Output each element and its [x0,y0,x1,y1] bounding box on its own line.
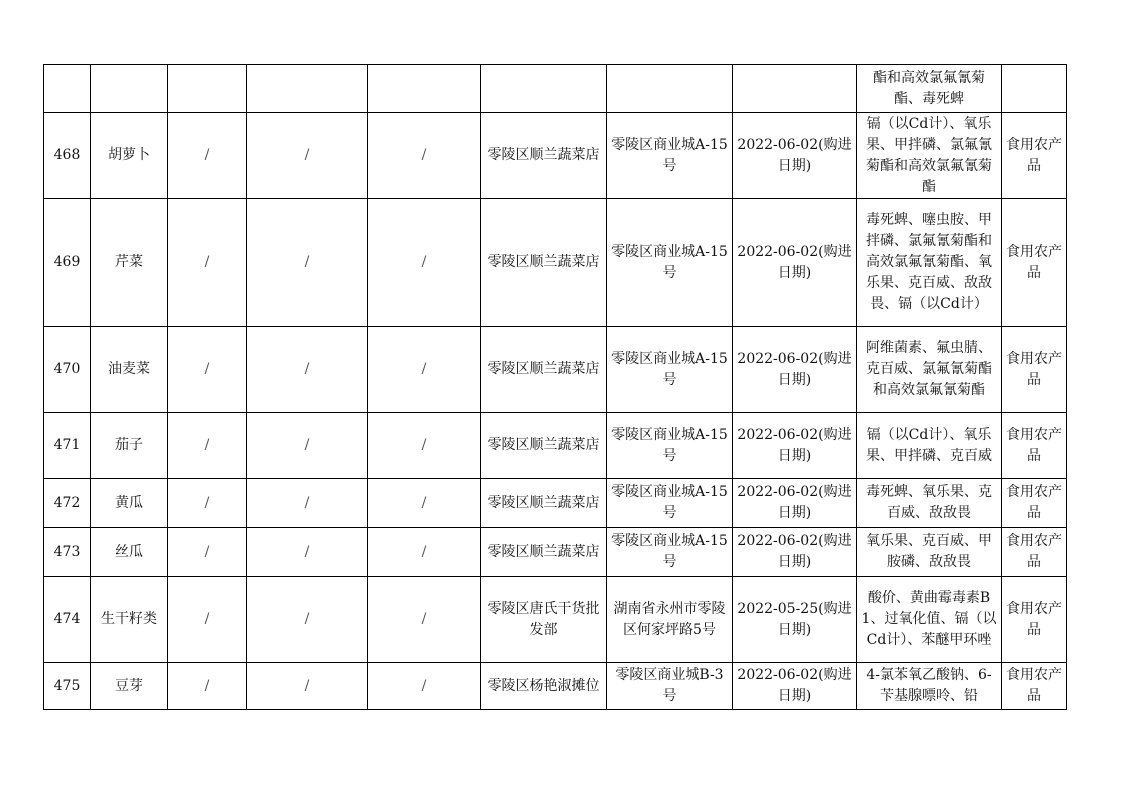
cell-c5: / [368,479,481,528]
cell-c3: / [168,479,247,528]
inspection-table [43,64,1067,710]
cell-c5: / [368,577,481,663]
cell-c5: / [368,413,481,479]
cell-c3: / [168,113,247,199]
cell-items: 镉（以Cd计）、氧乐果、甲拌磷、克百威 [857,413,1002,479]
cell-items: 毒死蜱、噻虫胺、甲拌磷、氯氟氰菊酯和高效氯氟氰菊酯、氧乐果、克百威、敌敌畏、镉（以Cd计） [857,199,1002,327]
cell-category: 食用农产品 [1002,663,1067,710]
cell-items: 氧乐果、克百威、甲胺磷、敌敌畏 [857,528,1002,577]
cell-name: 豆芽 [91,663,168,710]
cell-c4: / [247,113,368,199]
cell-c4: / [247,327,368,413]
cell-date: 2022-06-02(购进日期) [733,479,857,528]
cell-name: 丝瓜 [91,528,168,577]
cell-c4: / [247,663,368,710]
cell-date: 2022-06-02(购进日期) [733,113,857,199]
cell-category: 食用农产品 [1002,327,1067,413]
table-row [44,327,1067,413]
table-row [44,65,1067,113]
cell-c3: / [168,577,247,663]
cell-c3: / [168,199,247,327]
cell-store: 零陵区顺兰蔬菜店 [481,528,607,577]
cell-no: 468 [44,113,91,199]
cell-c4: / [247,413,368,479]
cell-date [733,65,857,113]
cell-c4: / [247,577,368,663]
cell-no: 469 [44,199,91,327]
table-row [44,528,1067,577]
cell-c4: / [247,528,368,577]
cell-category: 食用农产品 [1002,413,1067,479]
cell-c3: / [168,327,247,413]
cell-name: 茄子 [91,413,168,479]
cell-category: 食用农产品 [1002,113,1067,199]
cell-category: 食用农产品 [1002,199,1067,327]
table-row [44,199,1067,327]
cell-items: 酸价、黄曲霉毒素B1、过氧化值、镉（以Cd计）、苯醚甲环唑 [857,577,1002,663]
cell-category: 食用农产品 [1002,479,1067,528]
cell-no: 472 [44,479,91,528]
cell-category [1002,65,1067,113]
cell-no: 475 [44,663,91,710]
cell-name: 芹菜 [91,199,168,327]
table-row [44,577,1067,663]
cell-c5 [368,65,481,113]
cell-store: 零陵区杨艳淑摊位 [481,663,607,710]
cell-name: 黄瓜 [91,479,168,528]
table-row [44,663,1067,710]
cell-date: 2022-06-02(购进日期) [733,663,857,710]
cell-address: 零陵区商业城A-15号 [607,413,733,479]
cell-address: 零陵区商业城A-15号 [607,199,733,327]
cell-name: 油麦菜 [91,327,168,413]
cell-name: 生干籽类 [91,577,168,663]
cell-c5: / [368,199,481,327]
cell-c5: / [368,327,481,413]
table-row [44,413,1067,479]
table-row [44,113,1067,199]
table-row [44,479,1067,528]
cell-store: 零陵区顺兰蔬菜店 [481,113,607,199]
cell-c4: / [247,479,368,528]
cell-address: 零陵区商业城A-15号 [607,327,733,413]
cell-store: 零陵区顺兰蔬菜店 [481,327,607,413]
cell-c3: / [168,663,247,710]
cell-store: 零陵区顺兰蔬菜店 [481,199,607,327]
cell-c3 [168,65,247,113]
cell-items: 4-氯苯氧乙酸钠、6-苄基腺嘌呤、铅 [857,663,1002,710]
cell-date: 2022-06-02(购进日期) [733,327,857,413]
cell-name: 胡萝卜 [91,113,168,199]
cell-c4 [247,65,368,113]
cell-store: 零陵区唐氏干货批发部 [481,577,607,663]
cell-category: 食用农产品 [1002,577,1067,663]
cell-address: 零陵区商业城A-15号 [607,479,733,528]
cell-address: 零陵区商业城A-15号 [607,528,733,577]
cell-items: 酯和高效氯氟氰菊酯、毒死蜱 [857,65,1002,113]
cell-date: 2022-06-02(购进日期) [733,199,857,327]
cell-date: 2022-06-02(购进日期) [733,528,857,577]
cell-c3: / [168,413,247,479]
cell-address: 零陵区商业城A-15号 [607,113,733,199]
cell-date: 2022-06-02(购进日期) [733,413,857,479]
cell-c5: / [368,113,481,199]
cell-store [481,65,607,113]
cell-items: 镉（以Cd计）、氧乐果、甲拌磷、氯氟氰菊酯和高效氯氟氰菊酯 [857,113,1002,199]
cell-items: 毒死蜱、氧乐果、克百威、敌敌畏 [857,479,1002,528]
cell-address: 零陵区商业城B-3号 [607,663,733,710]
cell-date: 2022-05-25(购进日期) [733,577,857,663]
cell-no [44,65,91,113]
cell-no: 471 [44,413,91,479]
cell-c3: / [168,528,247,577]
cell-c4: / [247,199,368,327]
cell-address: 湖南省永州市零陵区何家坪路5号 [607,577,733,663]
cell-no: 474 [44,577,91,663]
cell-c5: / [368,528,481,577]
cell-c5: / [368,663,481,710]
cell-no: 473 [44,528,91,577]
cell-store: 零陵区顺兰蔬菜店 [481,413,607,479]
cell-name [91,65,168,113]
cell-no: 470 [44,327,91,413]
cell-store: 零陵区顺兰蔬菜店 [481,479,607,528]
cell-category: 食用农产品 [1002,528,1067,577]
cell-address [607,65,733,113]
cell-items: 阿维菌素、氟虫腈、克百威、氯氟氰菊酯和高效氯氟氰菊酯 [857,327,1002,413]
